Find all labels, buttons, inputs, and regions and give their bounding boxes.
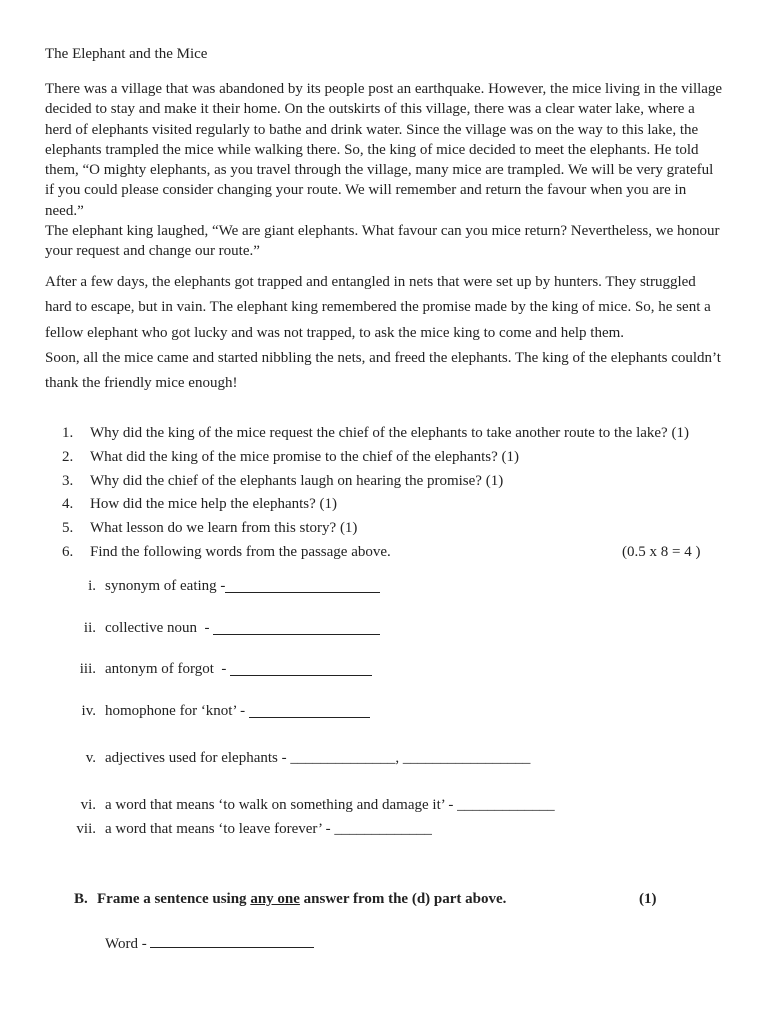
- answer-blank[interactable]: [249, 703, 370, 718]
- sub-question-text: homophone for ‘knot’ -: [105, 703, 249, 719]
- sub-question-item: [62, 797, 555, 814]
- sub-question-text: collective noun -: [105, 620, 214, 636]
- question-text: Find the following words from the passage above.: [90, 543, 391, 560]
- sub-question-item: [62, 703, 370, 720]
- sub-question-item: [62, 620, 380, 637]
- question-text: Why did the chief of the elephants laugh on hearing the promise? (1): [90, 472, 504, 489]
- sub-question-text: antonym of forgot -: [105, 661, 231, 677]
- passage-paragraph: The elephant king laughed, “We are giant elephants. What favour can you mice return? Nevertheless, we honour your request and change our route.”: [45, 223, 720, 260]
- section-b-marks: (1): [639, 891, 657, 907]
- question-text: How did the mice help the elephants? (1): [90, 496, 338, 513]
- answer-blank[interactable]: [230, 661, 372, 676]
- answer-blank[interactable]: _____________: [457, 797, 555, 813]
- answer-blank[interactable]: [225, 578, 380, 593]
- sub-question-item: [62, 821, 432, 838]
- roman-numeral: iii.: [79, 661, 96, 677]
- question-item: [62, 470, 722, 494]
- passage-paragraph: Soon, all the mice came and started nibbling the nets, and freed the elephants. The king of the elephants couldn’t thank the friendly mice enough!: [45, 349, 721, 392]
- roman-numeral: v.: [85, 750, 96, 766]
- story-title: The Elephant and the Mice: [45, 46, 208, 62]
- section-b-emphasis: any one: [250, 891, 300, 907]
- question-number: 5.: [62, 520, 74, 537]
- sub-question-text: a word that means ‘to walk on something and damage it’ -: [105, 797, 458, 813]
- question-text: What lesson do we learn from this story? (1): [90, 520, 358, 537]
- sub-question-text: adjectives used for elephants -: [105, 750, 291, 766]
- word-label: Word -: [105, 936, 151, 952]
- blank-separator: ,: [395, 750, 403, 766]
- answer-blank[interactable]: _____________: [334, 821, 432, 837]
- passage-part-1: [45, 79, 725, 262]
- passage-part-2: [45, 270, 725, 396]
- question-list: [62, 422, 722, 565]
- word-field: [105, 933, 314, 953]
- roman-numeral: ii.: [83, 620, 96, 636]
- section-b-heading: [74, 891, 674, 908]
- sub-question-text: a word that means ‘to leave forever’ -: [105, 821, 335, 837]
- section-b-text: answer from the (d) part above.: [299, 891, 507, 907]
- answer-blank[interactable]: _________________: [402, 750, 531, 766]
- sub-question-item: [62, 661, 372, 678]
- question-item: [62, 541, 722, 565]
- question-text: Why did the king of the mice request the chief of the elephants to take another route to the lake? (1): [90, 425, 689, 441]
- question-number: 4.: [62, 496, 74, 513]
- answer-blank[interactable]: [213, 620, 380, 635]
- section-b-text: Frame a sentence using: [97, 891, 251, 907]
- roman-numeral: vi.: [80, 797, 96, 813]
- question-marks: (0.5 x 8 = 4 ): [622, 543, 701, 560]
- roman-numeral: iv.: [81, 703, 96, 719]
- question-number: 3.: [62, 472, 74, 489]
- question-number: 6.: [62, 543, 74, 560]
- roman-numeral: vii.: [76, 821, 96, 837]
- question-item: [62, 446, 722, 470]
- question-item: [62, 493, 722, 517]
- roman-numeral: i.: [88, 578, 96, 594]
- question-item: [62, 422, 722, 446]
- passage-paragraph: After a few days, the elephants got trapped and entangled in nets that were set up by hunters. They struggled hard to escape, but in vain. The elephant king remembered the promise made by the king of mice. So, he sent a fellow elephant who got lucky and was not trapped, to ask the mice king to come and help them.: [45, 274, 711, 341]
- section-label: B.: [74, 891, 88, 907]
- sub-question-item: [62, 578, 380, 595]
- sub-question-text: synonym of eating -: [105, 578, 226, 594]
- answer-blank[interactable]: ______________: [290, 750, 396, 766]
- question-number: 1.: [62, 425, 74, 441]
- word-answer-blank[interactable]: [150, 933, 314, 948]
- question-item: [62, 517, 722, 541]
- passage-paragraph: There was a village that was abandoned by its people post an earthquake. However, the mice living in the village decided to stay and make it their home. On the outskirts of this village, there was a clear water lake, where a herd of elephants visited regularly to bathe and drink water. Since the village was on the way to this lake, the elephants trampled the mice while walking there. So, the king of mice decided to meet the elephants. He told them, “O mighty elephants, as you travel through the village, many mice are trampled. We will be very grateful if you could please consider changing your route. We will remember and return the favour when you are in need.”: [45, 81, 723, 219]
- sub-question-item: [62, 750, 530, 767]
- question-number: 2.: [62, 448, 74, 465]
- question-text: What did the king of the mice promise to the chief of the elephants? (1): [90, 448, 520, 465]
